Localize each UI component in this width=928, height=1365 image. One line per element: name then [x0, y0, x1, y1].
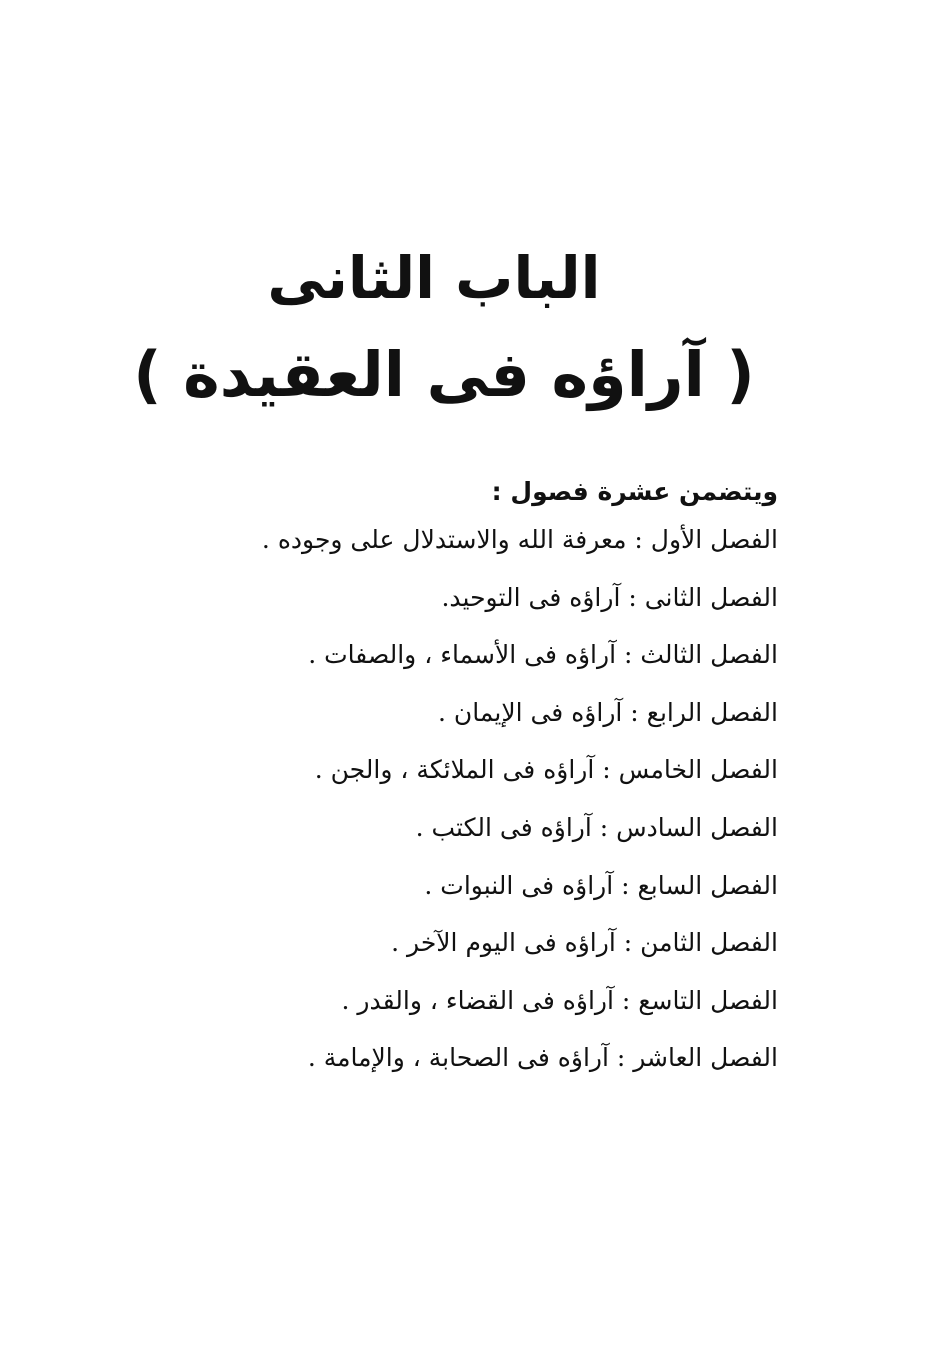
- chapter-3: الفصل الثالث : آراؤه فى الأسماء ، والصفات .: [308, 640, 778, 670]
- chapter-2: الفصل الثانى : آراؤه فى التوحيد.: [441, 582, 778, 612]
- chapter-8: الفصل الثامن : آراؤه فى اليوم الآخر .: [391, 928, 778, 958]
- chapter-4: الفصل الرابع : آراؤه فى الإيمان .: [438, 697, 778, 727]
- chapter-9: الفصل التاسع : آراؤه فى القضاء ، والقدر .: [341, 985, 778, 1015]
- chapter-list-intro: ويتضمن عشرة فصول :: [491, 477, 778, 506]
- chapter-7: الفصل السابع : آراؤه فى النبوات .: [424, 870, 778, 900]
- chapter-6: الفصل السادس : آراؤه فى الكتب .: [415, 812, 778, 842]
- chapter-5: الفصل الخامس : آراؤه فى الملائكة ، والجن .: [314, 755, 778, 785]
- part-subtitle: ( آراؤه فى العقيدة ): [133, 338, 755, 411]
- chapter-list: [218, 472, 778, 1096]
- part-title: الباب الثانى: [267, 244, 601, 312]
- chapter-10: الفصل العاشر : آراؤه فى الصحابة ، والإمامة .: [307, 1043, 778, 1073]
- chapter-1: الفصل الأول : معرفة الله والاستدلال على وجوده .: [261, 525, 778, 554]
